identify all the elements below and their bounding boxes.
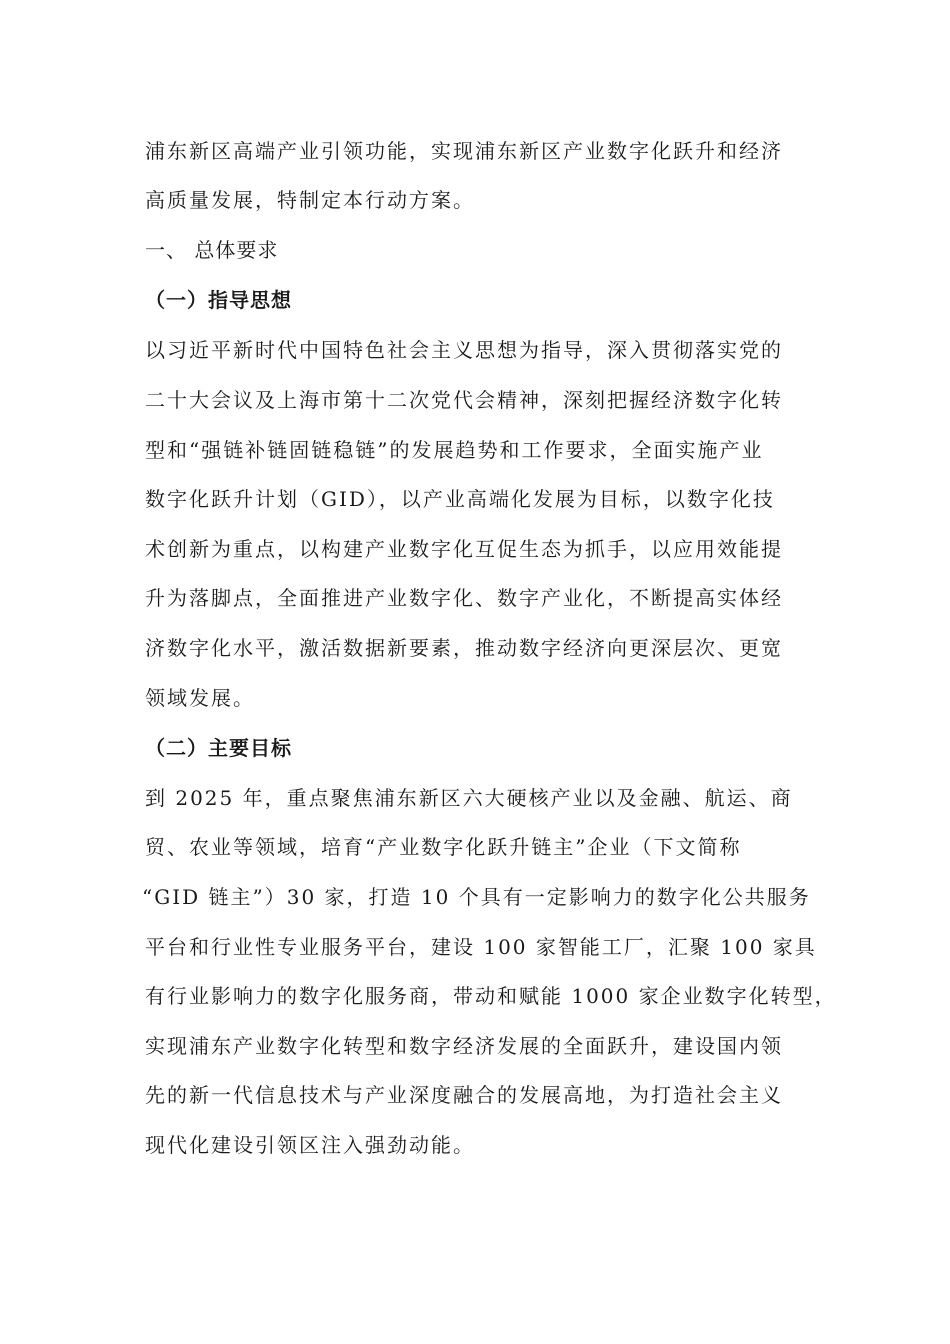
subsection-heading: （二）主要目标 bbox=[145, 736, 292, 760]
paragraph-line: 有行业影响力的数字化服务商，带动和赋能 1000 家企业数字化转型， bbox=[145, 984, 837, 1008]
paragraph-line: 实现浦东产业数字化转型和数字经济发展的全面跃升，建设国内领 bbox=[145, 1034, 783, 1058]
subsection-heading: （一）指导思想 bbox=[145, 288, 292, 312]
paragraph-line: 以习近平新时代中国特色社会主义思想为指导，深入贯彻落实党的 bbox=[145, 338, 783, 362]
paragraph-line: 到 2025 年，重点聚焦浦东新区六大硬核产业以及金融、航运、商 bbox=[145, 786, 793, 810]
paragraph-line: 数字化跃升计划（GID），以产业高端化发展为目标，以数字化技 bbox=[145, 487, 775, 511]
section-heading: 一、 总体要求 bbox=[145, 238, 279, 262]
paragraph-line: 领域发展。 bbox=[145, 686, 255, 710]
intro-line: 高质量发展，特制定本行动方案。 bbox=[145, 188, 475, 212]
intro-line: 浦东新区高端产业引领功能，实现浦东新区产业数字化跃升和经济 bbox=[145, 139, 783, 163]
paragraph-line: 型和“强链补链固链稳链”的发展趋势和工作要求，全面实施产业 bbox=[145, 438, 764, 462]
paragraph-line: 升为落脚点，全面推进产业数字化、数字产业化，不断提高实体经 bbox=[145, 586, 783, 610]
paragraph-line: “GID 链主”）30 家，打造 10 个具有一定影响力的数字化公共服务 bbox=[142, 885, 811, 909]
paragraph-line: 贸、农业等领域，培育“产业数字化跃升链主”企业（下文简称 bbox=[145, 835, 742, 859]
paragraph-line: 济数字化水平，激活数据新要素，推动数字经济向更深层次、更宽 bbox=[145, 636, 783, 660]
paragraph-line: 术创新为重点，以构建产业数字化互促生态为抓手，以应用效能提 bbox=[145, 537, 783, 561]
paragraph-line: 二十大会议及上海市第十二次党代会精神，深刻把握经济数字化转 bbox=[145, 388, 783, 412]
paragraph-line: 现代化建设引领区注入强劲动能。 bbox=[145, 1133, 475, 1157]
paragraph-line: 先的新一代信息技术与产业深度融合的发展高地，为打造社会主义 bbox=[145, 1083, 783, 1107]
paragraph-line: 平台和行业性专业服务平台，建设 100 家智能工厂，汇聚 100 家具 bbox=[145, 935, 817, 959]
